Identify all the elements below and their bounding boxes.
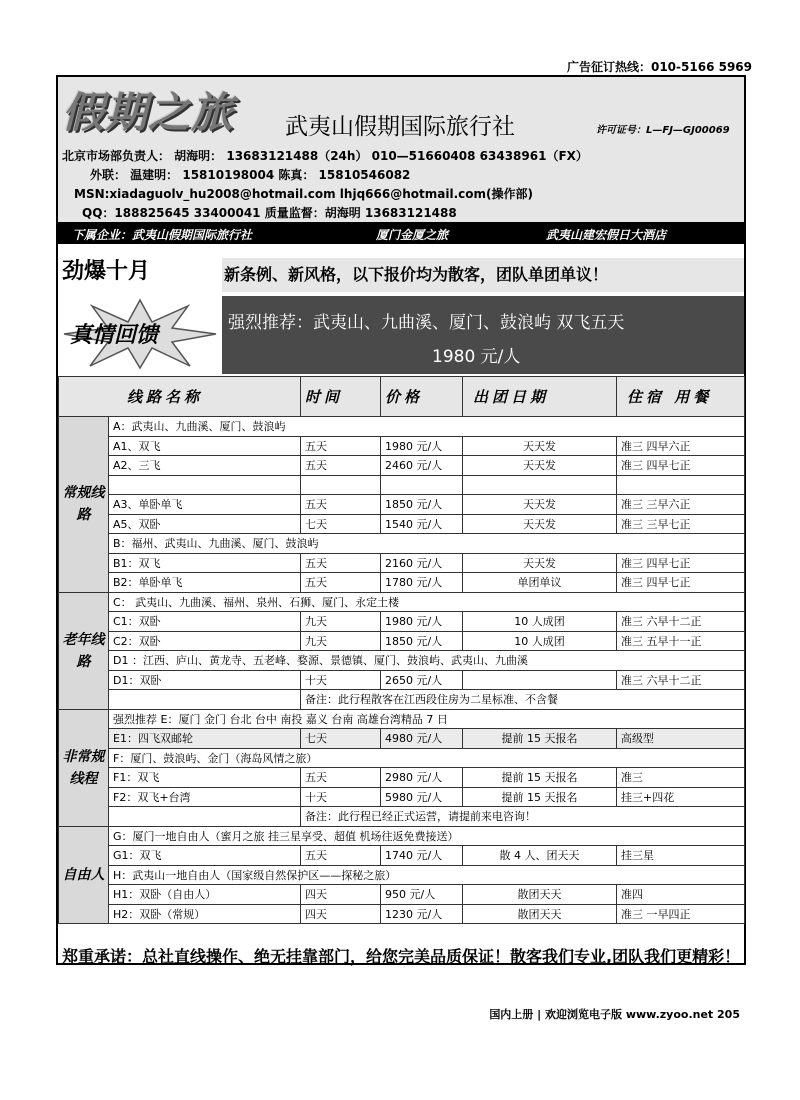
cell-time: 四天 [301, 904, 381, 924]
cell-price: 1230 元/人 [381, 904, 463, 924]
cell-price: 950 元/人 [381, 885, 463, 905]
cell-name: A5、双卧 [109, 514, 301, 534]
cell-stay: 准三 一早四正 [617, 904, 745, 924]
cell-price: 1540 元/人 [381, 514, 463, 534]
category-cell: 老年线路 [59, 592, 109, 709]
cell-empty [109, 807, 301, 827]
cell-name: B2：单卧单飞 [109, 573, 301, 593]
cell-date: 10 人成团 [463, 612, 617, 632]
cell-name: D1：双卧 [109, 670, 301, 690]
cell-name: A3、单卧单飞 [109, 495, 301, 515]
cell-time: 五天 [301, 768, 381, 788]
cell-stay: 准三 五早十一正 [617, 631, 745, 651]
cell-stay: 准三 六早十二正 [617, 612, 745, 632]
cell-date: 散 4 人、团天天 [463, 846, 617, 866]
subsidiary-xiamen: 厦门金厦之旅 [376, 228, 449, 242]
cell-time: 七天 [301, 514, 381, 534]
table-row [59, 846, 745, 866]
contact-line-1: 北京市场部负责人： 胡海明： 13683121488（24h） 010—51660408 63438961（FX） [62, 149, 588, 163]
contact-block [58, 144, 744, 222]
table-row [59, 690, 745, 710]
cell-name: H2：双卧（常规） [109, 904, 301, 924]
header-route: 线路名称 [59, 377, 301, 417]
cell-span: B：福州、武夷山、九曲溪、厦门、鼓浪屿 [109, 534, 745, 554]
table-row [59, 417, 745, 437]
cell-price: 1980 元/人 [381, 436, 463, 456]
contact-line-3: MSN:xiadaguolv_hu2008@hotmail.com lhjq666@hotmail.com(操作部) [74, 187, 533, 201]
cell-time: 五天 [301, 573, 381, 593]
cell-name: F1：双飞 [109, 768, 301, 788]
subsidiaries-bar [58, 222, 744, 244]
cell-span: F：厦门、鼓浪屿、金门（海岛风情之旅） [109, 748, 745, 768]
cell-time: 五天 [301, 846, 381, 866]
cell-stay: 准三 三早六正 [617, 495, 745, 515]
cell-span: C： 武夷山、九曲溪、福州、泉州、石狮、厦门、永定土楼 [109, 592, 745, 612]
table-row [59, 904, 745, 924]
cell-stay: 准四 [617, 885, 745, 905]
table-row [59, 709, 745, 729]
cell-date: 天天发 [463, 456, 617, 476]
header-price: 价格 [381, 377, 463, 417]
cell-date: 提前 15 天报名 [463, 729, 617, 749]
cell-date: 提前 15 天报名 [463, 787, 617, 807]
commitment-statement: 郑重承诺：总社直线操作、绝无挂靠部门，给您完美品质保证！散客我们专业,团队我们更精彩！ [62, 947, 741, 966]
page-footer: 国内上册 | 欢迎浏览电子版 www.zyoo.net 205 [489, 1008, 740, 1021]
promo-note: 新条例、新风格，以下报价均为散客，团队单团单议！ [222, 258, 744, 292]
cell-date: 天天发 [463, 436, 617, 456]
cell-price: 2160 元/人 [381, 553, 463, 573]
table-row [59, 826, 745, 846]
cell-name: G1：双飞 [109, 846, 301, 866]
table-row [59, 456, 745, 476]
contact-line-2: 外联： 温建明： 15810198004 陈真： 15810546082 [90, 168, 411, 182]
cell-price: 1980 元/人 [381, 612, 463, 632]
cell-price: 1850 元/人 [381, 631, 463, 651]
cell-price: 1850 元/人 [381, 495, 463, 515]
cell-time: 九天 [301, 631, 381, 651]
cell-note: 备注：此行程已经正式运营，请提前来电咨询！ [301, 807, 745, 827]
table-row [59, 787, 745, 807]
cell-name [109, 475, 301, 495]
cell-price: 1740 元/人 [381, 846, 463, 866]
cell-span: 强烈推荐 E：厦门 金门 台北 台中 南投 嘉义 台南 高雄台湾精品 7 日 [109, 709, 745, 729]
cell-price: 2980 元/人 [381, 768, 463, 788]
cell-span: H：武夷山一地自由人（国家级自然保护区——探秘之旅） [109, 865, 745, 885]
cell-span: A：武夷山、九曲溪、厦门、鼓浪屿 [109, 417, 745, 437]
table-row [59, 514, 745, 534]
table-row [59, 436, 745, 456]
table-row [59, 729, 745, 749]
cell-stay: 高级型 [617, 729, 745, 749]
cell-note: 备注：此行程散客在江西段住房为二星标准、不含餐 [301, 690, 745, 710]
table-header-row [59, 377, 745, 417]
table-row [59, 748, 745, 768]
header-stay: 住宿 用餐 [617, 377, 745, 417]
table-row [59, 651, 745, 671]
cell-stay: 准三 六早十二正 [617, 670, 745, 690]
promo-title: 劲爆十月 [62, 259, 151, 284]
cell-stay: 准三 四早七正 [617, 456, 745, 476]
cell-price: 1780 元/人 [381, 573, 463, 593]
table-row [59, 768, 745, 788]
recommend-price: 1980 元/人 [432, 347, 521, 367]
subsidiary-hotel: 武夷山建宏假日大酒店 [546, 228, 667, 242]
cell-time: 五天 [301, 553, 381, 573]
cell-price: 2460 元/人 [381, 456, 463, 476]
cell-span: D1 ：江西、庐山、黄龙寺、五老峰、婺源、景德镇、厦门、鼓浪屿、武夷山、九曲溪 [109, 651, 745, 671]
cell-name: E1：四飞双邮轮 [109, 729, 301, 749]
cell-span: G：厦门一地自由人（蜜月之旅 挂三星享受、超值 机场往返免费接送） [109, 826, 745, 846]
cell-time: 五天 [301, 436, 381, 456]
cell-date [463, 475, 617, 495]
cell-time: 四天 [301, 885, 381, 905]
table-row [59, 631, 745, 651]
cell-name: C2：双卧 [109, 631, 301, 651]
company-name: 武夷山假期国际旅行社 [285, 114, 515, 140]
cell-price: 5980 元/人 [381, 787, 463, 807]
cell-time: 七天 [301, 729, 381, 749]
category-cell: 非常规线程 [59, 709, 109, 826]
cell-stay: 准三 四早六正 [617, 436, 745, 456]
cell-time: 五天 [301, 456, 381, 476]
category-cell: 自由人 [59, 826, 109, 924]
cell-time [301, 475, 381, 495]
brand-logo: 假期之旅 [62, 88, 235, 137]
cell-date: 提前 15 天报名 [463, 768, 617, 788]
table-row [59, 670, 745, 690]
cell-stay: 准三 四早七正 [617, 573, 745, 593]
subsidiary-label: 下属企业：武夷山假期国际旅行社 [72, 228, 253, 242]
cell-time: 十天 [301, 787, 381, 807]
table-row [59, 573, 745, 593]
cell-stay: 挂三+四花 [617, 787, 745, 807]
header-date: 出团日期 [463, 377, 617, 417]
contact-line-4: QQ：188825645 33400041 质量监督：胡海明 13683121488 [82, 206, 457, 220]
ad-hotline: 广告征订热线：010-5166 5969 [566, 60, 752, 74]
cell-date: 散团天天 [463, 904, 617, 924]
cell-stay [617, 475, 745, 495]
cell-date: 散团天天 [463, 885, 617, 905]
table-row [59, 807, 745, 827]
cell-name: H1：双卧（自由人） [109, 885, 301, 905]
cell-stay: 准三 三早七正 [617, 514, 745, 534]
cell-name: C1：双卧 [109, 612, 301, 632]
cell-empty [109, 690, 301, 710]
cell-stay: 挂三星 [617, 846, 745, 866]
header-time: 时间 [301, 377, 381, 417]
table-row [59, 475, 745, 495]
table-row [59, 865, 745, 885]
cell-price: 2650 元/人 [381, 670, 463, 690]
table-row [59, 495, 745, 515]
cell-price: 4980 元/人 [381, 729, 463, 749]
cell-name: B1：双飞 [109, 553, 301, 573]
cell-name: A1、双飞 [109, 436, 301, 456]
recommend-text: 强烈推荐：武夷山、九曲溪、厦门、鼓浪屿 双飞五天 [228, 313, 625, 333]
cell-date: 天天发 [463, 514, 617, 534]
table-row [59, 534, 745, 554]
cell-stay: 准三 四早七正 [617, 553, 745, 573]
cell-name: A2、三飞 [109, 456, 301, 476]
routes-table [58, 376, 745, 924]
table-row [59, 553, 745, 573]
cell-stay: 准三 [617, 768, 745, 788]
recommend-banner [222, 296, 744, 374]
table-row [59, 612, 745, 632]
cell-date: 天天发 [463, 495, 617, 515]
cell-name: F2：双飞+台湾 [109, 787, 301, 807]
cell-date: 单团单议 [463, 573, 617, 593]
cell-time: 五天 [301, 495, 381, 515]
feedback-label: 真情回馈 [70, 322, 159, 348]
cell-date: 10 人成团 [463, 631, 617, 651]
cell-date: 天天发 [463, 553, 617, 573]
cell-price [381, 475, 463, 495]
cell-date [463, 670, 617, 690]
category-cell: 常规线路 [59, 417, 109, 593]
cell-time: 九天 [301, 612, 381, 632]
table-row [59, 885, 745, 905]
license-number: 许可证号：L—FJ—GJ00069 [596, 125, 730, 136]
table-row [59, 592, 745, 612]
cell-time: 十天 [301, 670, 381, 690]
